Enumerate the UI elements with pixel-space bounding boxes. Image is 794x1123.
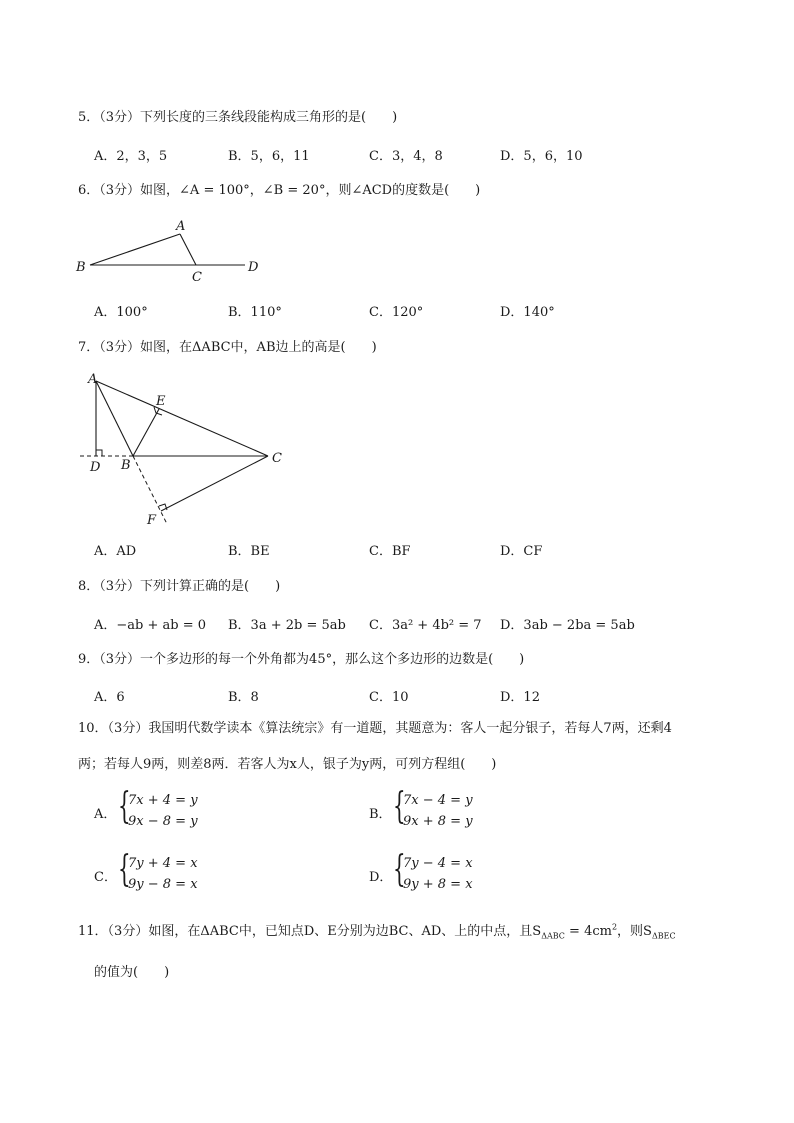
q6-option-c: C．120° — [369, 305, 424, 320]
q8-option-c: C．3a² + 4b² = 7 — [369, 618, 482, 633]
q6-label-c: C — [192, 270, 202, 285]
q7-label-c: C — [272, 451, 282, 466]
q10-option-c-letter: C． — [94, 870, 117, 885]
q9-option-d: D．12 — [500, 690, 540, 705]
q11-stem-mid: = 4cm — [564, 924, 612, 939]
q11-stem-line1 — [78, 920, 676, 941]
q7-label-e: E — [156, 394, 166, 409]
q7-right-angle-d — [96, 450, 102, 456]
q10-option-b-system — [393, 786, 493, 833]
q10-option-c-brace: { — [118, 849, 131, 890]
q8-stem: 8．（3分）下列计算正确的是( ) — [78, 579, 281, 594]
q11-stem-line2: 的值为( ) — [94, 965, 170, 980]
q5-option-d: D．5，6，10 — [500, 149, 583, 164]
q7-segment-cf — [161, 456, 268, 511]
q5-option-b: B．5，6，11 — [228, 149, 310, 164]
q11-stem-tail: ，则S — [617, 924, 652, 939]
q10-option-a-brace: { — [118, 786, 131, 827]
q10-option-c-system — [118, 849, 218, 896]
q9-option-c: C．10 — [369, 690, 409, 705]
q6-stem: 6．（3分）如图，∠A = 100°，∠B = 20°，则∠ACD的度数是( ) — [78, 183, 481, 198]
q5-stem: 5．（3分）下列长度的三条线段能构成三角形的是( ) — [78, 110, 398, 125]
q7-label-d: D — [90, 460, 101, 475]
q8-option-a: A．−ab + ab = 0 — [94, 618, 207, 633]
q7-label-f: F — [147, 513, 157, 528]
q7-triangle-figure — [0, 0, 794, 540]
q10-option-b-eq1: 7x − 4 = y — [403, 793, 473, 808]
q10-option-a-letter: A． — [94, 807, 117, 822]
q10-option-b-letter: B． — [369, 807, 392, 822]
q6-option-d: D．140° — [500, 305, 555, 320]
q10-option-c-eq2: 9y − 8 = x — [128, 877, 198, 892]
q7-segment-ab — [96, 381, 133, 456]
q10-option-b-brace: { — [393, 786, 406, 827]
q9-stem: 9．（3分）一个多边形的每一个外角都为45°，那么这个多边形的边数是( ) — [78, 652, 525, 667]
q10-option-d-letter: D． — [369, 870, 393, 885]
q7-segment-ac — [96, 381, 268, 456]
q9-option-b: B．8 — [228, 690, 259, 705]
q10-option-d-system — [393, 849, 493, 896]
q10-option-a-system — [118, 786, 218, 833]
q7-option-d: D．CF — [500, 544, 543, 559]
q10-option-a-eq1: 7x + 4 = y — [128, 793, 198, 808]
q10-option-d-brace: { — [393, 849, 406, 890]
q7-option-c: C．BF — [369, 544, 411, 559]
q10-option-b-eq2: 9x + 8 = y — [403, 814, 473, 829]
q6-option-b: B．110° — [228, 305, 282, 320]
q11-stem-text: 11．（3分）如图，在ΔABC中，已知点D、E分别为边BC、AD、上的中点，且S — [78, 924, 542, 939]
q10-stem-line2: 两；若每人9两，则差8两．若客人为x人，银子为y两，可列方程组( ) — [78, 757, 497, 772]
q11-subscript-bec: ΔBEC — [651, 931, 676, 941]
q10-option-d-eq1: 7y − 4 = x — [403, 856, 473, 871]
q6-option-a: A．100° — [94, 305, 148, 320]
q7-option-b: B．BE — [228, 544, 270, 559]
q11-superscript: 2 — [611, 922, 618, 932]
q7-option-a: A．AD — [94, 544, 137, 559]
q6-label-b: B — [76, 260, 86, 275]
q8-option-b: B．3a + 2b = 5ab — [228, 618, 346, 633]
q5-option-a: A．2，3，5 — [94, 149, 168, 164]
q10-stem-line1: 10．（3分）我国明代数学读本《算法统宗》有一道题，其题意为：客人一起分银子，若每人7两，还剩4 — [78, 721, 672, 736]
q10-option-a-eq2: 9x − 8 = y — [128, 814, 198, 829]
q7-label-b: B — [121, 458, 131, 473]
q10-option-d-eq2: 9y + 8 = x — [403, 877, 473, 892]
q6-label-d: D — [248, 260, 259, 275]
q7-segment-be — [133, 409, 159, 456]
q11-subscript-abc: ΔABC — [541, 931, 565, 941]
q7-stem: 7．（3分）如图，在ΔABC中，AB边上的高是( ) — [78, 340, 377, 355]
q7-label-a: A — [88, 372, 98, 387]
q10-option-c-eq1: 7y + 4 = x — [128, 856, 198, 871]
q8-option-d: D．3ab − 2ba = 5ab — [500, 618, 635, 633]
q5-option-c: C．3，4，8 — [369, 149, 443, 164]
q6-label-a: A — [176, 219, 186, 234]
q9-option-a: A．6 — [94, 690, 125, 705]
